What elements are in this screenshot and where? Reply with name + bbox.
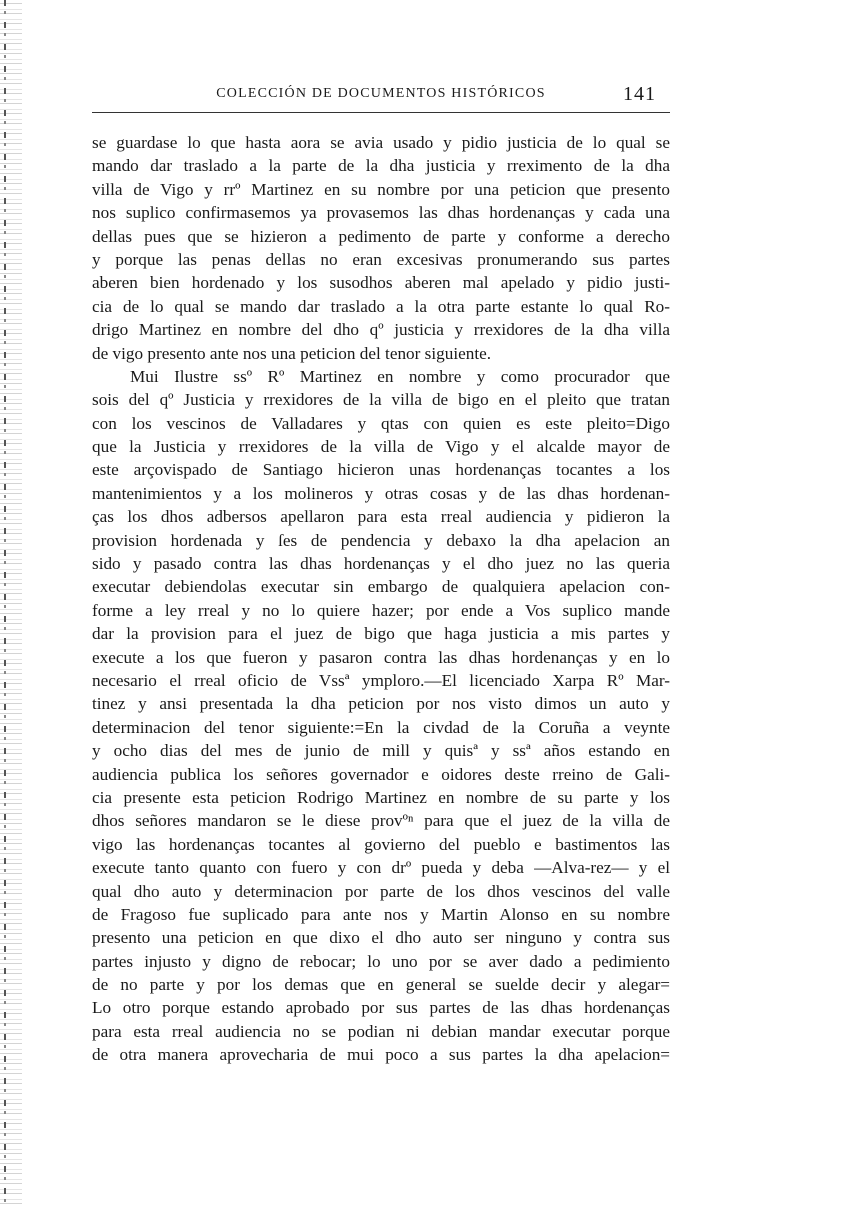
text-line: dar la provision para el juez de bigo que haga justicia a mis partes y bbox=[92, 624, 670, 644]
text-line: partes injusto y digno de rebocar; lo uno por se aver dado a pedimiento bbox=[92, 951, 670, 971]
text-line: dellas pues que se hizieron a pedimento de parte y conforme a derecho bbox=[92, 226, 670, 246]
text-line: y porque las penas dellas no eran excesivas pronumerando sus partes bbox=[92, 249, 670, 269]
text-line: presento una peticion en que dixo el dho auto ser ninguno y contra sus bbox=[92, 928, 670, 948]
text-line: execute tanto quanto con fuero y con drº pueda y deba —Alva-rez— y el bbox=[92, 858, 670, 878]
text-line: Lo otro porque estando aprobado por sus partes de las dhas hordenanças bbox=[92, 998, 670, 1018]
text-line: de no parte y por los demas que en general se suelde decir y alegar= bbox=[92, 975, 670, 995]
running-title: COLECCIÓN DE DOCUMENTOS HISTÓRICOS bbox=[216, 86, 546, 101]
body-text bbox=[92, 131, 670, 1067]
header-rule bbox=[92, 112, 670, 113]
text-line: con los vescinos de Valladares y qtas con quien es este pleito=Digo bbox=[92, 413, 670, 433]
paragraph-end-line: de vigo presento ante nos una peticion del tenor siguiente. bbox=[92, 343, 492, 363]
page-number: 141 bbox=[623, 83, 656, 105]
text-line: villa de Vigo y rrº Martinez en su nombre por una peticion que presento bbox=[92, 179, 670, 199]
text-line: se guardase lo que hasta aora se avia usado y pidio justicia de lo qual se bbox=[92, 133, 670, 152]
text-line: qual dho auto y determinacion por parte de los dhos vescinos del valle bbox=[92, 881, 670, 901]
text-line: mantenimientos y a los molineros y otras cosas y de las dhas hordenan- bbox=[92, 483, 670, 503]
text-line: para esta rreal audiencia no se podian ni debian mandar executar porque bbox=[92, 1021, 670, 1041]
text-line: y ocho dias del mes de junio de mill y quisª y ssª años estando en bbox=[92, 741, 670, 761]
text-line: aberen bien hordenado y los susodhos aberen mal apelado y pidio justi- bbox=[92, 273, 670, 293]
text-line: nos suplico confirmasemos ya provasemos las dhas hordenanças y cada una bbox=[92, 203, 670, 223]
text-line: cia de lo qual se mando dar traslado a la otra parte estante lo qual Ro- bbox=[92, 296, 670, 316]
text-line: dhos señores mandaron se le diese provºⁿ para que el juez de la villa de bbox=[92, 811, 670, 831]
text-line: audiencia publica los señores governador e oidores deste rreino de Gali- bbox=[92, 764, 670, 784]
text-line: cia presente esta peticion Rodrigo Martinez en nombre de su parte y los bbox=[92, 787, 670, 807]
text-line: vigo las hordenanças tocantes al govierno del pueblo e bastimentos las bbox=[92, 834, 670, 854]
text-line: forme a ley rreal y no lo quiere hazer; por ende a Vos suplico mande bbox=[92, 600, 670, 620]
text-line: este arçovispado de Santiago hicieron unas hordenanças tocantes a los bbox=[92, 460, 670, 480]
text-line: determinacion del tenor siguiente:=En la civdad de la Coruña a veynte bbox=[92, 717, 670, 737]
text-line: ças los dhos adbersos apellaron para esta rreal audiencia y pidieron la bbox=[92, 507, 670, 527]
paragraph-start-line: Mui Ilustre ssº Rº Martinez en nombre y como procurador que bbox=[130, 366, 670, 386]
text-line: tinez y ansi presentada la dha peticion por nos visto dimos un auto y bbox=[92, 694, 670, 714]
text-line: executar debiendolas executar sin embargo de qualquiera apelacion con- bbox=[92, 577, 670, 597]
text-line: provision hordenada y ſes de pendencia y debaxo la dha apelacion an bbox=[92, 530, 670, 550]
running-head bbox=[92, 84, 670, 110]
text-line: de otra manera aprovecharia de mui poco a sus partes la dha apelacion= bbox=[92, 1045, 670, 1065]
binding-line bbox=[4, 0, 6, 1206]
text-line: execute a los que fueron y pasaron contra las dhas hordenanças y en lo bbox=[92, 647, 670, 667]
text-line: sois del qº Justicia y rrexidores de la villa de bigo en el pleito que tratan bbox=[92, 390, 670, 410]
text-line: drigo Martinez en nombre del dho qº justicia y rrexidores de la dha villa bbox=[92, 320, 670, 340]
text-line: de Fragoso fue suplicado para ante nos y Martin Alonso en su nombre bbox=[92, 904, 670, 924]
text-line: necesario el rreal oficio de Vssª ymploro.—El licenciado Xarpa Rº Mar- bbox=[92, 670, 670, 690]
text-line: sido y pasado contra las dhas hordenanças y el dho juez no las queria bbox=[92, 554, 670, 574]
text-line: que la Justicia y rrexidores de la villa de Vigo y el alcalde mayor de bbox=[92, 437, 670, 457]
text-line: mando dar traslado a la parte de la dha justicia y rreximento de la dha bbox=[92, 156, 670, 176]
